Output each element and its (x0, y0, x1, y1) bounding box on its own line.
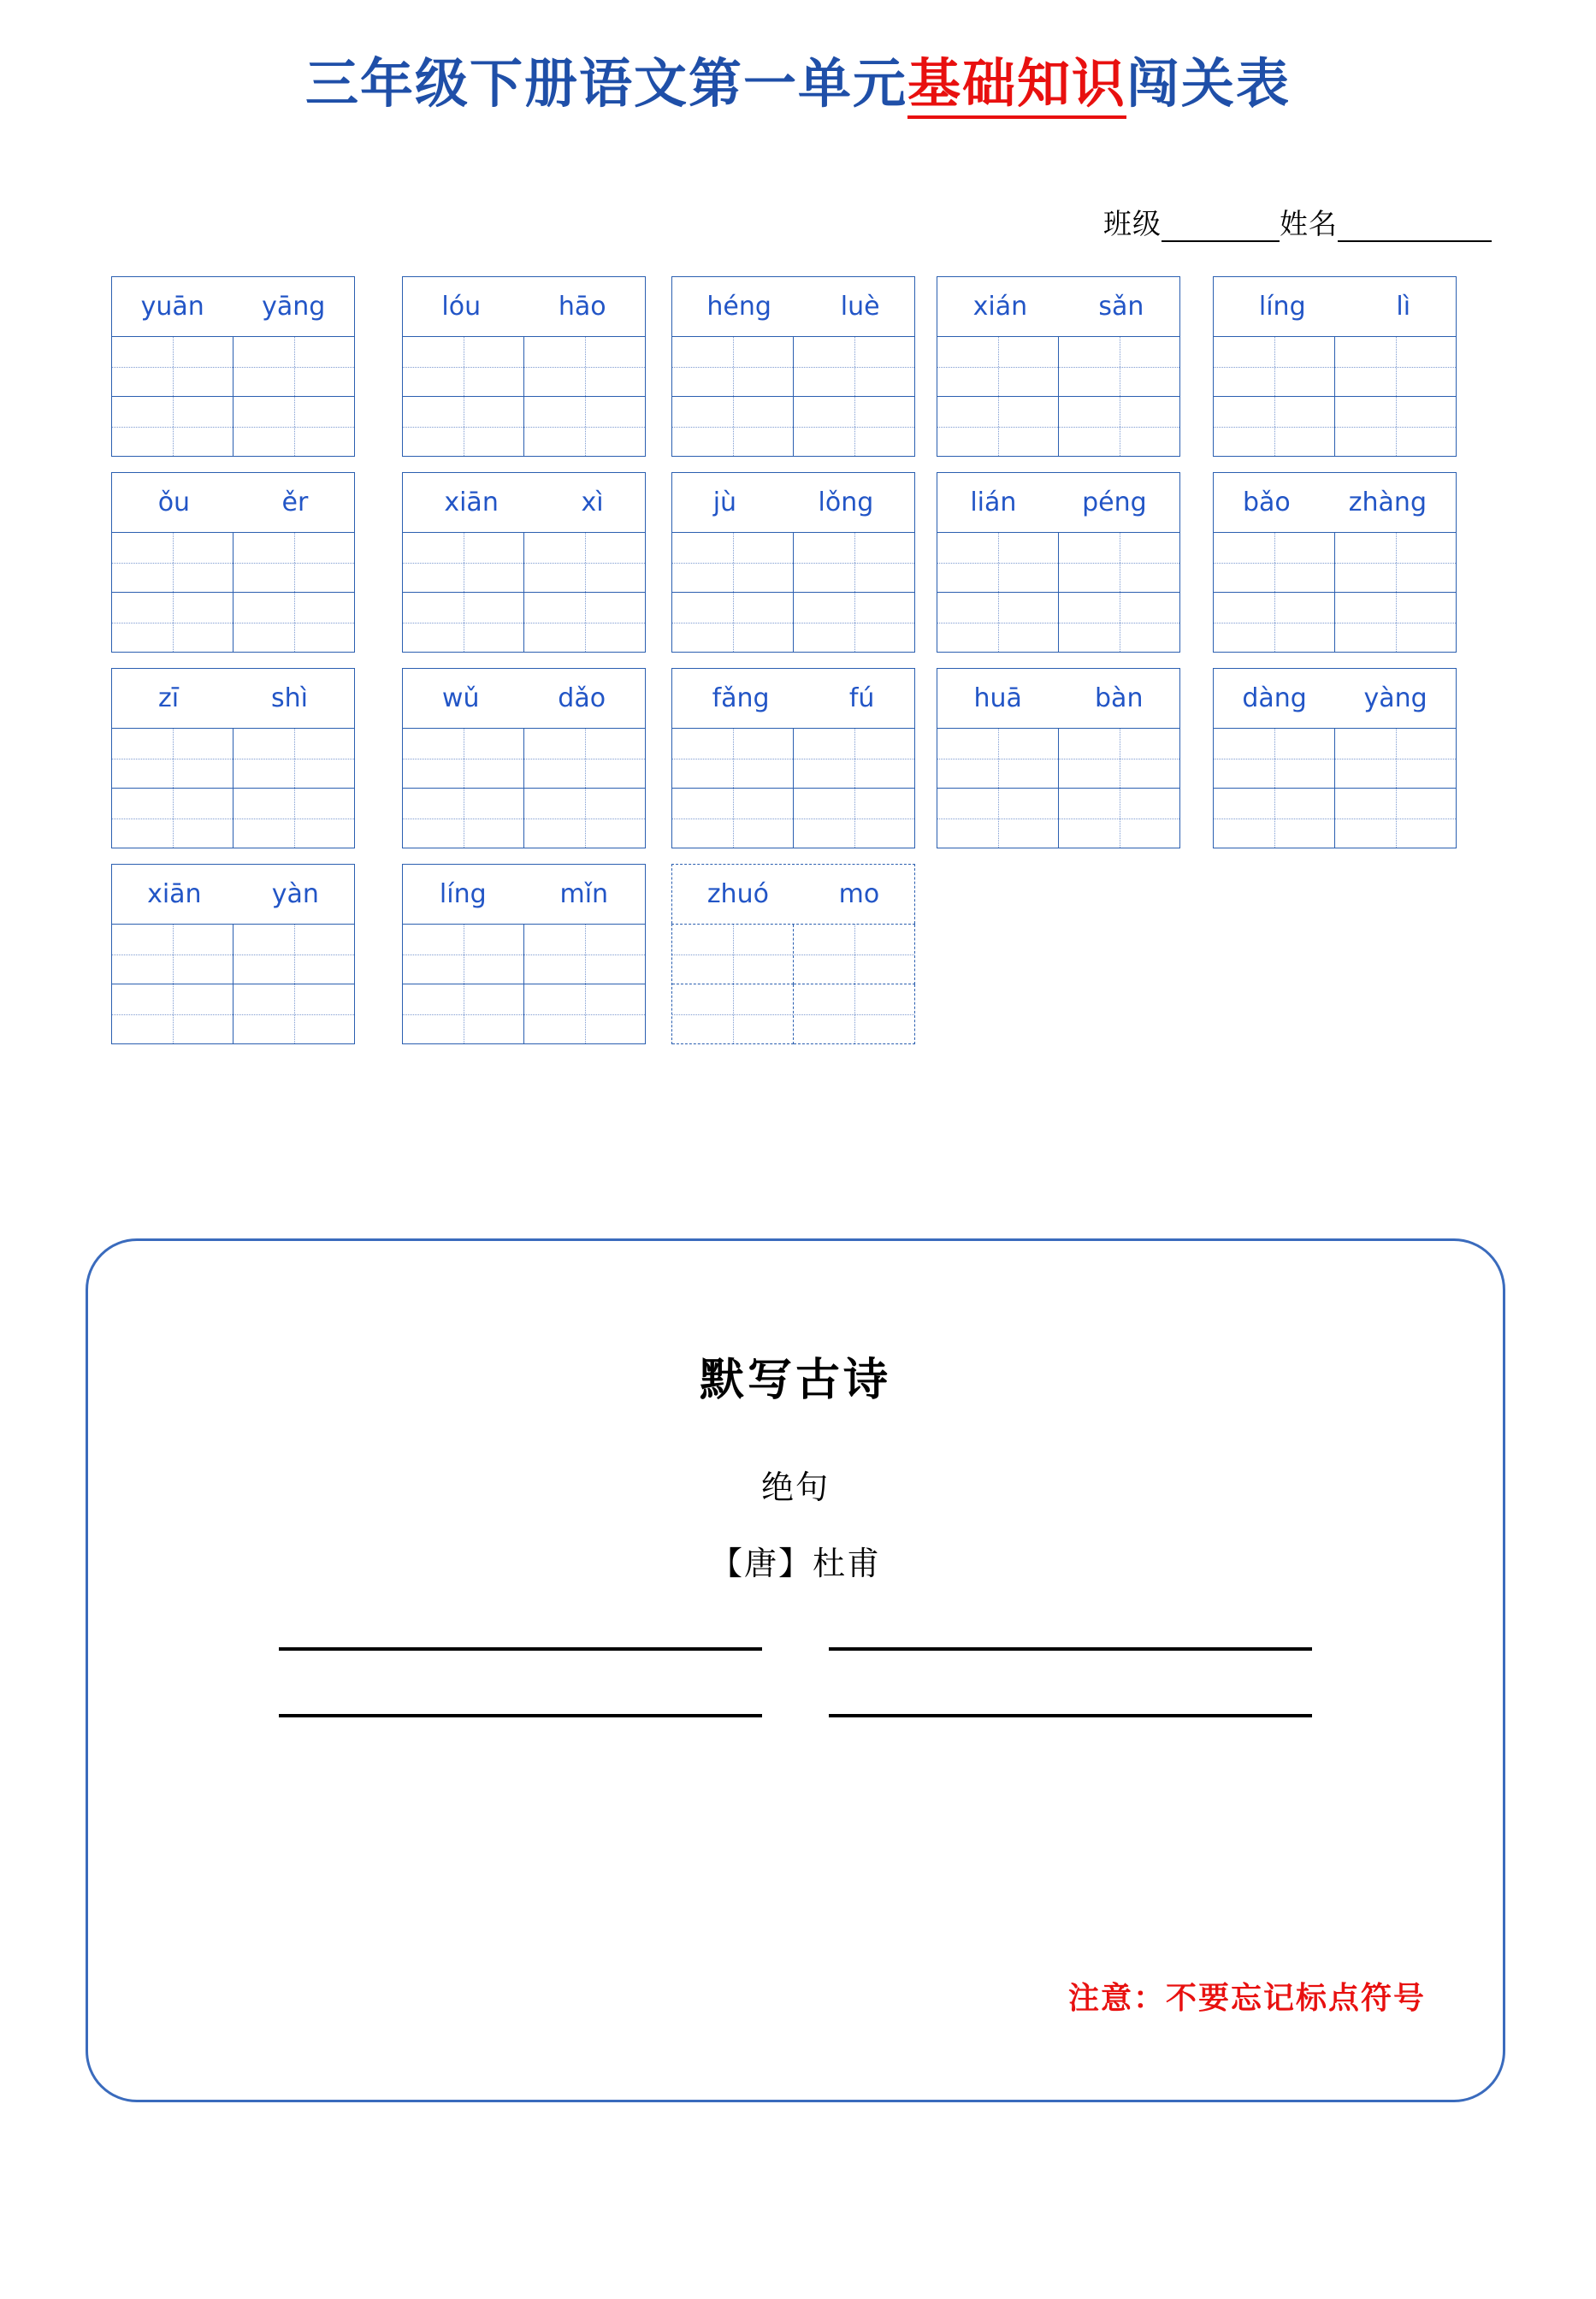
block-spacer (671, 653, 915, 668)
poem-dictation-box (86, 1238, 1505, 2102)
block-spacer (402, 848, 646, 864)
word-practice-block (937, 276, 1180, 457)
tianzige-cell[interactable] (403, 925, 524, 984)
word-practice-block (111, 276, 355, 457)
tianzige-cell[interactable] (112, 984, 233, 1044)
word-practice-block (671, 668, 915, 848)
tianzige-cell[interactable] (672, 984, 794, 1044)
tianzige-cell[interactable] (1059, 593, 1180, 653)
tianzige-cell[interactable] (1059, 729, 1180, 789)
block-spacer (402, 457, 646, 472)
poem-note: 注意：不要忘记标点符号 (1067, 1981, 1426, 2015)
pinyin-syllable: lì (1396, 292, 1411, 322)
pinyin-label-row (111, 276, 355, 336)
pinyin-syllable: lǒng (818, 488, 874, 517)
tianzige-cell[interactable] (1059, 789, 1180, 848)
tianzige-cell[interactable] (403, 533, 524, 593)
pinyin-label-row (937, 276, 1180, 336)
tianzige-grid (111, 532, 355, 653)
pinyin-syllable: yāng (262, 292, 326, 322)
block-spacer (111, 1044, 355, 1060)
tianzige-cell[interactable] (524, 337, 646, 397)
tianzige-cell[interactable] (1335, 593, 1457, 653)
pinyin-label-row (671, 472, 915, 532)
tianzige-cell[interactable] (112, 533, 233, 593)
block-spacer (402, 653, 646, 668)
page-title-part2: 闯关表 (1126, 56, 1292, 114)
pinyin-syllable: yuān (140, 292, 204, 322)
tianzige-cell[interactable] (524, 593, 646, 653)
block-spacer (937, 457, 1180, 472)
poem-write-line[interactable] (279, 1646, 762, 1651)
pinyin-grid-column (402, 276, 646, 1060)
class-input-blank[interactable] (1162, 240, 1280, 242)
poem-write-row-2 (88, 1712, 1503, 1717)
word-practice-block (402, 472, 646, 653)
tianzige-cell[interactable] (794, 729, 915, 789)
pinyin-syllable: yàng (1363, 683, 1428, 713)
tianzige-cell[interactable] (233, 984, 355, 1044)
class-label: 班级 (1103, 210, 1162, 240)
tianzige-grid (671, 532, 915, 653)
pinyin-syllable: sǎn (1098, 292, 1144, 322)
pinyin-syllable: péng (1082, 488, 1147, 517)
tianzige-grid (937, 532, 1180, 653)
tianzige-cell[interactable] (112, 729, 233, 789)
tianzige-cell[interactable] (937, 789, 1059, 848)
tianzige-cell[interactable] (233, 729, 355, 789)
tianzige-cell[interactable] (524, 533, 646, 593)
poem-write-line[interactable] (829, 1712, 1312, 1717)
pinyin-label-row (671, 864, 915, 924)
pinyin-syllable: xì (581, 488, 604, 517)
word-practice-block (937, 472, 1180, 653)
tianzige-cell[interactable] (524, 789, 646, 848)
tianzige-cell[interactable] (937, 729, 1059, 789)
tianzige-cell[interactable] (1214, 593, 1335, 653)
tianzige-cell[interactable] (937, 397, 1059, 457)
pinyin-syllable: mo (838, 879, 880, 909)
tianzige-cell[interactable] (672, 729, 794, 789)
word-practice-block (1213, 276, 1457, 457)
tianzige-cell[interactable] (794, 593, 915, 653)
tianzige-grid (402, 532, 646, 653)
word-practice-block (111, 668, 355, 848)
tianzige-cell[interactable] (403, 337, 524, 397)
poem-write-row-1 (88, 1646, 1503, 1651)
tianzige-cell[interactable] (1214, 397, 1335, 457)
tianzige-cell[interactable] (1214, 337, 1335, 397)
tianzige-cell[interactable] (1059, 533, 1180, 593)
pinyin-label-row (1213, 472, 1457, 532)
tianzige-grid (937, 336, 1180, 457)
tianzige-cell[interactable] (233, 789, 355, 848)
block-spacer (1213, 653, 1457, 668)
pinyin-label-row (1213, 276, 1457, 336)
tianzige-cell[interactable] (403, 729, 524, 789)
tianzige-cell[interactable] (1059, 397, 1180, 457)
pinyin-syllable: fú (848, 683, 875, 713)
page-title-highlight: 基础知识 (907, 56, 1126, 119)
block-spacer (111, 848, 355, 864)
block-spacer (1213, 457, 1457, 472)
word-practice-block (111, 472, 355, 653)
tianzige-cell[interactable] (233, 337, 355, 397)
poem-section-title: 默写古诗 (699, 1356, 891, 1405)
pinyin-syllable: ěr (281, 488, 309, 517)
pinyin-syllable: bǎo (1243, 488, 1291, 517)
pinyin-syllable: shì (271, 683, 308, 713)
tianzige-grid (402, 728, 646, 848)
tianzige-cell[interactable] (524, 729, 646, 789)
tianzige-cell[interactable] (403, 593, 524, 653)
pinyin-syllable: wǔ (441, 683, 480, 713)
pinyin-syllable: bàn (1095, 683, 1144, 713)
tianzige-cell[interactable] (403, 789, 524, 848)
pinyin-syllable: mǐn (559, 879, 609, 909)
poem-author: 【唐】杜甫 (709, 1546, 881, 1582)
tianzige-cell[interactable] (794, 397, 915, 457)
pinyin-syllable: fǎng (712, 683, 770, 713)
tianzige-cell[interactable] (1059, 337, 1180, 397)
pinyin-syllable: xiān (147, 879, 202, 909)
tianzige-cell[interactable] (672, 925, 794, 984)
tianzige-cell[interactable] (672, 789, 794, 848)
word-practice-block (671, 276, 915, 457)
poem-write-line[interactable] (829, 1646, 1312, 1651)
tianzige-cell[interactable] (524, 984, 646, 1044)
block-spacer (937, 848, 1180, 864)
page-title (0, 41, 1596, 117)
pinyin-label-row (937, 472, 1180, 532)
tianzige-cell[interactable] (233, 397, 355, 457)
tianzige-cell[interactable] (233, 533, 355, 593)
tianzige-cell[interactable] (794, 337, 915, 397)
tianzige-cell[interactable] (1335, 789, 1457, 848)
block-spacer (671, 1044, 915, 1060)
tianzige-cell[interactable] (672, 397, 794, 457)
word-practice-block (402, 864, 646, 1044)
pinyin-syllable: hāo (558, 292, 606, 322)
block-spacer (937, 653, 1180, 668)
poem-name: 绝句 (760, 1470, 830, 1506)
tianzige-cell[interactable] (672, 533, 794, 593)
pinyin-syllable: huā (973, 683, 1022, 713)
tianzige-grid (671, 336, 915, 457)
word-practice-block (937, 668, 1180, 848)
pinyin-grid-area (0, 276, 1596, 1157)
name-input-blank[interactable] (1338, 240, 1492, 242)
tianzige-grid (111, 924, 355, 1044)
tianzige-grid (1213, 532, 1457, 653)
pinyin-syllable: dǎo (558, 683, 606, 713)
tianzige-cell[interactable] (937, 533, 1059, 593)
block-spacer (111, 457, 355, 472)
tianzige-cell[interactable] (1214, 729, 1335, 789)
tianzige-cell[interactable] (233, 925, 355, 984)
pinyin-grid-column (1213, 276, 1457, 864)
tianzige-grid (1213, 336, 1457, 457)
tianzige-grid (937, 728, 1180, 848)
pinyin-syllable: xiān (444, 488, 499, 517)
pinyin-syllable: zhuó (706, 879, 769, 909)
pinyin-syllable: yàn (271, 879, 319, 909)
tianzige-cell[interactable] (1335, 337, 1457, 397)
pinyin-label-row (1213, 668, 1457, 728)
tianzige-cell[interactable] (112, 337, 233, 397)
tianzige-cell[interactable] (112, 789, 233, 848)
block-spacer (111, 653, 355, 668)
tianzige-cell[interactable] (403, 397, 524, 457)
tianzige-cell[interactable] (112, 925, 233, 984)
poem-write-line[interactable] (279, 1712, 762, 1717)
word-practice-block (402, 276, 646, 457)
tianzige-cell[interactable] (937, 593, 1059, 653)
word-practice-block (671, 864, 915, 1044)
pinyin-label-row (671, 668, 915, 728)
tianzige-cell[interactable] (1335, 729, 1457, 789)
tianzige-grid (111, 728, 355, 848)
pinyin-label-row (937, 668, 1180, 728)
pinyin-syllable: líng (1258, 292, 1306, 322)
tianzige-cell[interactable] (524, 925, 646, 984)
pinyin-syllable: jù (712, 488, 737, 517)
block-spacer (1213, 848, 1457, 864)
pinyin-grid-column (111, 276, 355, 1060)
pinyin-grid-column (671, 276, 915, 1060)
block-spacer (671, 848, 915, 864)
tianzige-cell[interactable] (1335, 397, 1457, 457)
pinyin-label-row (402, 668, 646, 728)
tianzige-grid (671, 728, 915, 848)
tianzige-grid (402, 336, 646, 457)
pinyin-label-row (402, 864, 646, 924)
pinyin-syllable: ǒu (157, 488, 191, 517)
tianzige-cell[interactable] (233, 593, 355, 653)
tianzige-cell[interactable] (112, 593, 233, 653)
pinyin-label-row (671, 276, 915, 336)
word-practice-block (402, 668, 646, 848)
tianzige-cell[interactable] (112, 397, 233, 457)
tianzige-cell[interactable] (672, 337, 794, 397)
word-practice-block (111, 864, 355, 1044)
tianzige-cell[interactable] (937, 337, 1059, 397)
tianzige-grid (1213, 728, 1457, 848)
tianzige-cell[interactable] (794, 925, 915, 984)
name-label: 姓名 (1280, 210, 1338, 240)
tianzige-cell[interactable] (1214, 533, 1335, 593)
tianzige-cell[interactable] (1335, 533, 1457, 593)
pinyin-label-row (402, 472, 646, 532)
pinyin-syllable: xián (972, 292, 1028, 322)
pinyin-syllable: héng (706, 292, 771, 322)
pinyin-syllable: zhàng (1348, 488, 1427, 517)
pinyin-syllable: dàng (1242, 683, 1307, 713)
pinyin-label-row (111, 864, 355, 924)
pinyin-label-row (111, 668, 355, 728)
tianzige-cell[interactable] (672, 593, 794, 653)
page-title-part1: 三年级下册语文第一单元 (304, 56, 907, 114)
tianzige-cell[interactable] (524, 397, 646, 457)
student-info-row (1103, 202, 1492, 242)
tianzige-grid (402, 924, 646, 1044)
pinyin-grid-column (937, 276, 1180, 864)
tianzige-cell[interactable] (403, 984, 524, 1044)
word-practice-block (671, 472, 915, 653)
pinyin-syllable: luè (840, 292, 880, 322)
pinyin-label-row (111, 472, 355, 532)
block-spacer (402, 1044, 646, 1060)
tianzige-cell[interactable] (794, 984, 915, 1044)
pinyin-syllable: lián (970, 488, 1017, 517)
block-spacer (671, 457, 915, 472)
tianzige-cell[interactable] (1214, 789, 1335, 848)
pinyin-syllable: líng (439, 879, 487, 909)
tianzige-grid (671, 924, 915, 1044)
tianzige-cell[interactable] (794, 789, 915, 848)
word-practice-block (1213, 668, 1457, 848)
word-practice-block (1213, 472, 1457, 653)
pinyin-syllable: lóu (441, 292, 482, 322)
tianzige-cell[interactable] (794, 533, 915, 593)
tianzige-grid (111, 336, 355, 457)
pinyin-label-row (402, 276, 646, 336)
pinyin-syllable: zī (157, 683, 180, 713)
